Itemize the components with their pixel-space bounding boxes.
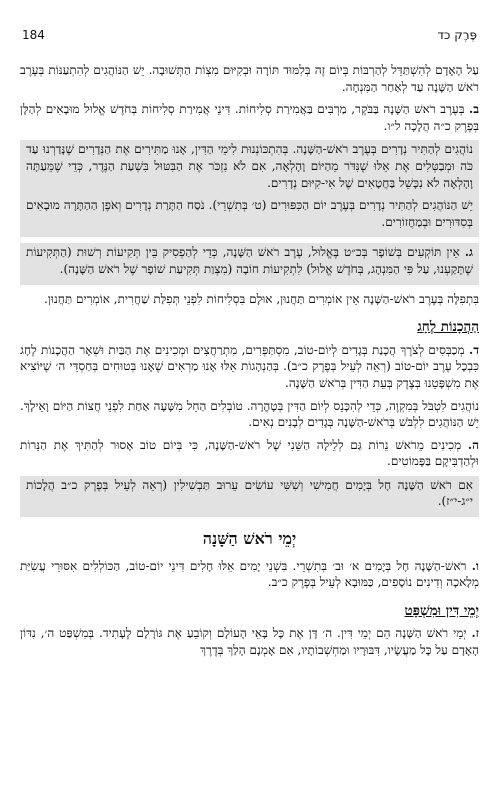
paragraph-number: ג.: [464, 245, 473, 260]
paragraph-number: ז.: [471, 626, 479, 641]
note-text: אִם רֹאשׁ הַשָּׁנָה חָל בְּיָמִים חֲמִישִׁי וְשִׁשִּׁי עוֹשִׂים עֵרוּב תַּבְשִׁילִין (רְאֵה לְעֵיל בְּפֶרֶק כ״ב הֲלָכוֹת י״ג-י״ז).: [26, 477, 473, 509]
paragraph: נוֹהֲגִים לִטְבֹּל בְּמִקְוֶה, כְּדֵי לְהִכָּנֵס לְיוֹם הַדִּין בְּטָהֳרָה. טוֹבְלִים הַחֵל מִשָּׁעָה אַחַת לִפְנֵי חֲצוֹת הַיּוֹם וָאֵילָךְ. יֵשׁ הַנּוֹהֲגִים לִלְבֹּשׁ בְּרֹאשׁ-הַשָּׁנָה בְּגָדִים לְבָנִים נְאִים.: [20, 398, 479, 430]
paragraph-5: ה. מְכִינִים מֵרֹאשׁ נֵרוֹת גַּם לְלֵילָה הַשֵּׁנִי שֶׁל רֹאשׁ-הַשָּׁנָה, כִּי בְּיוֹם טוֹב אָסוּר לְהַתִּיךְ אֶת הַנֵּרוֹת וּלְהַדְבִּיקָם בַּפָּמוֹטִים.: [20, 437, 479, 469]
paragraph-6: ו. רֹאשׁ-הַשָּׁנָה חָל בְּיָמִים א׳ וּב׳ בְּתִשְׁרֵי. בִּשְׁנֵי יָמִים אֵלּוּ חָלִים דִּינֵי יוֹם-טוֹב, הַכּוֹלְלִים אִסּוּרֵי עֲשִׂיַּת מְלָאכָה וְדִינִים נוֹסָפִים, כַּמּוּבָא לְעֵיל בְּפֶרֶק כ״ב.: [20, 558, 479, 590]
paragraph-number: ה.: [467, 437, 479, 452]
page-header: [22, 22, 477, 42]
note-text: נוֹהֲגִים לְהַתִּיר נְדָרִים בְּעֶרֶב רֹאשׁ-הַשָּׁנָה. בְּהִתְכּוֹנְנוּת לִימֵי הַדִּין, אָנוּ מַתִּירִים אֶת הַנְּדָרִים שֶׁנָּדַרְנוּ עַד כֹּה וּמְבַטְּלִים אֶת אֵלּוּ שֶׁנִּדֹּר מֵהַיּוֹם וָהָלְאָה, אִם לֹא נִזְכֹּר אֶת הַבִּטּוּל בִּשְׁעַת הַנֶּדֶר, כְּדֵי שֶׁמֵּעַתָּה וָהָלְאָה לֹא נִכָּשֵׁל בַּחֲטָאִים שֶׁל אִי-קִיּוּם נְדָרִים.: [26, 142, 473, 190]
paragraph-number: ב.: [469, 102, 479, 117]
section-title: הַהֲכָנוֹת לֶחָג: [417, 319, 479, 336]
section-title: יְמֵי דִּין וּמִשְׁפָּט: [404, 602, 479, 619]
shaded-note: [20, 243, 479, 284]
section-title-main: יְמֵי רֹאשׁ הַשָּׁנָה: [202, 529, 297, 549]
shaded-note: [20, 476, 479, 517]
chapter-title: פֶּרֶק כד: [437, 28, 477, 42]
paragraph-4: ד. מְכַבְּסִים לְצֹרֶךְ הֲכָנַת בְּגָדִים לְיוֹם-טוֹב, מִסְתַּפְּרִים, מִתְרַחֲצִים וּמְכִינִים אֶת הַבַּיִת וּשְׁאָר הַהֲכָנוֹת לֶחָג כִּבְכָל עֶרֶב יוֹם-טוֹב (רְאֵה לְעֵיל בְּפֶרֶק כ״ב). בְּהַנְהָגוֹת אֵלּוּ אָנוּ מַרְאִים שֶׁאָנוּ בְּטוּחִים בְּחַסְדֵּי ה׳ שֶׁיּוֹצִיא אֶת מִשְׁפָּטֵנוּ בְּצֶדֶק בְּעֵת הַדִּין בְּרֹאשׁ הַשָּׁנָה.: [20, 342, 479, 390]
paragraph-7: ז. יְמֵי רֹאשׁ הַשָּׁנָה הֵם יְמֵי דִּין. ה׳ דָּן אֶת כָּל בָּאֵי הָעוֹלָם וְקוֹבֵעַ אֶת גּוֹרָלָם לֶעָתִיד. בְּמִשְׁפַּט ה׳, נִדּוֹן הָאָדָם עַל כָּל מַעֲשָׂיו, דִּבּוּרָיו וּמַחְשְׁבוֹתָיו, אִם אָמְנָם הָלַךְ בְּדֶרֶךְ: [20, 626, 479, 658]
paragraph-3: ג. אֵין תּוֹקְעִים בְּשׁוֹפָר בְּכ״ט בֶּאֱלוּל, עֶרֶב רֹאשׁ הַשָּׁנָה, כְּדֵי לְהַפְסִיק בֵּין תְּקִיעוֹת רְשׁוּת (הַתְּקִיעוֹת שֶׁתָּקַעְנוּ, עַל פִּי הַמִּנְהָג, בְּחֹדֶשׁ אֱלוּל) לִתְקִיעוֹת חוֹבָה (מִצְוַת תְּקִיעַת שׁוֹפָר שֶׁל רֹאשׁ הַשָּׁנָה).: [26, 245, 473, 276]
shaded-note: [20, 140, 479, 237]
page-content: [20, 62, 479, 792]
paragraph: בִּתְפִלָּה בְּעֶרֶב רֹאשׁ-הַשָּׁנָה אֵין אוֹמְרִים תַּחֲנוּן, אוּלָם בִּסְלִיחוֹת לִפְנֵי תְּפִלַּת שַׁחֲרִית, אוֹמְרִים תַּחֲנוּן.: [43, 291, 479, 306]
note-text: יֵשׁ הַנּוֹהֲגִים לְהַתִּיר נְדָרִים בְּעֶרֶב יוֹם הַכִּפּוּרִים (ט׳ בְּתִשְׁרֵי). נֹסַח הַתָּרַת נְדָרִים וְאֹפֶן הַהַתָּרָה מוּבָאִים בְּסִדּוּרִים וּבְמַחֲזוֹרִים.: [26, 198, 473, 229]
paragraph-2: ב. בְּעֶרֶב רֹאשׁ הַשָּׁנָה בַּבֹּקֶר, מַרְבִּים בַּאֲמִירַת סְלִיחוֹת. דִּינֵי אֲמִירַת סְלִיחוֹת בְּחֹדֶשׁ אֱלוּל מוּבָאִים לְהַלָּן בְּפֶרֶק כ״ה הֲלָכָה ל״ו.: [20, 102, 479, 133]
paragraph-number: ד.: [469, 342, 479, 357]
page-number: 184: [22, 28, 45, 42]
paragraph-number: ו.: [471, 558, 479, 573]
paragraph: עַל הָאָדָם לְהִשְׁתַּדֵּל לְהַרְבּוֹת בְּיוֹם זֶה בְּלִמּוּד תּוֹרָה וּבְקִיּוּם מִצְוֹת הַתְּשׁוּבָה. יֵשׁ הַנּוֹהֲגִים לְהִתְעַנּוֹת בְּעֶרֶב רֹאשׁ הַשָּׁנָה עַד לְאַחַר הַמִּנְחָה.: [20, 63, 479, 94]
